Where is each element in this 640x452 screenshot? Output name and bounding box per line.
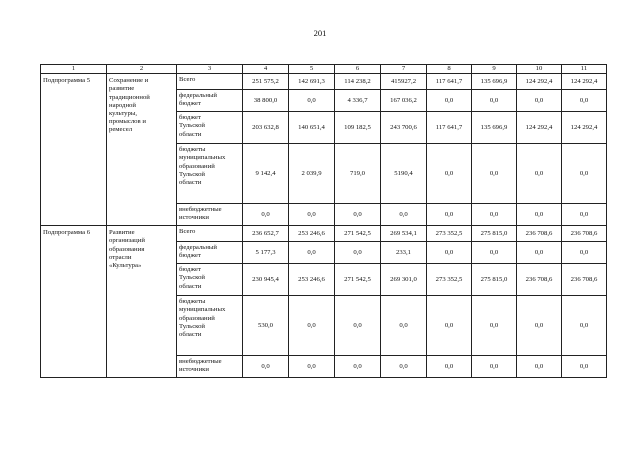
value-cell: 275 815,0 xyxy=(472,226,517,242)
value-cell: 117 641,7 xyxy=(427,74,472,90)
value-cell: 0,0 xyxy=(517,144,562,204)
value-cell: 0,0 xyxy=(562,356,607,378)
value-cell: 0,0 xyxy=(427,356,472,378)
program-code: Подпрограмма 5 xyxy=(41,74,107,226)
value-cell: 0,0 xyxy=(381,356,427,378)
table-row xyxy=(41,226,607,242)
value-cell: 236 708,6 xyxy=(562,264,607,296)
value-cell: 0,0 xyxy=(472,296,517,356)
value-cell: 124 292,4 xyxy=(562,112,607,144)
value-cell: 5 177,3 xyxy=(243,242,289,264)
funding-source: федеральный бюджет xyxy=(177,90,243,112)
header-cell: 6 xyxy=(335,65,381,74)
table-row xyxy=(41,74,607,90)
value-cell: 275 815,0 xyxy=(472,264,517,296)
value-cell: 0,0 xyxy=(335,296,381,356)
value-cell: 5190,4 xyxy=(381,144,427,204)
value-cell: 0,0 xyxy=(472,204,517,226)
value-cell: 142 691,3 xyxy=(289,74,335,90)
value-cell: 271 542,5 xyxy=(335,226,381,242)
value-cell: 0,0 xyxy=(562,296,607,356)
value-cell: 9 142,4 xyxy=(243,144,289,204)
value-cell: 0,0 xyxy=(427,242,472,264)
header-cell: 9 xyxy=(472,65,517,74)
header-cell: 2 xyxy=(107,65,177,74)
value-cell: 0,0 xyxy=(517,90,562,112)
value-cell: 167 036,2 xyxy=(381,90,427,112)
value-cell: 0,0 xyxy=(472,356,517,378)
value-cell: 0,0 xyxy=(381,204,427,226)
value-cell: 273 352,5 xyxy=(427,264,472,296)
value-cell: 0,0 xyxy=(517,296,562,356)
value-cell: 0,0 xyxy=(381,296,427,356)
value-cell: 251 575,2 xyxy=(243,74,289,90)
program-name: Сохранение и развитие традиционной народной культуры, промыслов и ремесел xyxy=(107,74,177,226)
header-row xyxy=(41,65,607,74)
value-cell: 236 708,6 xyxy=(517,264,562,296)
header-cell: 7 xyxy=(381,65,427,74)
value-cell: 0,0 xyxy=(243,356,289,378)
value-cell: 0,0 xyxy=(472,242,517,264)
funding-source: внебюджетные источники xyxy=(177,204,243,226)
value-cell: 719,0 xyxy=(335,144,381,204)
program-code: Подпрограмма 6 xyxy=(41,226,107,378)
value-cell: 0,0 xyxy=(427,204,472,226)
value-cell: 0,0 xyxy=(289,296,335,356)
header-cell: 11 xyxy=(562,65,607,74)
funding-source: Всего xyxy=(177,226,243,242)
value-cell: 0,0 xyxy=(289,356,335,378)
value-cell: 0,0 xyxy=(517,356,562,378)
value-cell: 135 696,9 xyxy=(472,112,517,144)
value-cell: 243 700,6 xyxy=(381,112,427,144)
value-cell: 109 182,5 xyxy=(335,112,381,144)
value-cell: 140 651,4 xyxy=(289,112,335,144)
funding-source: Всего xyxy=(177,74,243,90)
page-number: 201 xyxy=(313,28,327,38)
value-cell: 114 238,2 xyxy=(335,74,381,90)
value-cell: 271 542,5 xyxy=(335,264,381,296)
value-cell: 269 301,0 xyxy=(381,264,427,296)
budget-table xyxy=(40,64,607,378)
value-cell: 0,0 xyxy=(517,204,562,226)
value-cell: 0,0 xyxy=(289,242,335,264)
value-cell: 233,1 xyxy=(381,242,427,264)
value-cell: 124 292,4 xyxy=(562,74,607,90)
value-cell: 0,0 xyxy=(472,144,517,204)
value-cell: 0,0 xyxy=(427,144,472,204)
value-cell: 0,0 xyxy=(562,204,607,226)
value-cell: 124 292,4 xyxy=(517,74,562,90)
value-cell: 124 292,4 xyxy=(517,112,562,144)
header-cell: 8 xyxy=(427,65,472,74)
value-cell: 135 696,9 xyxy=(472,74,517,90)
value-cell: 203 632,8 xyxy=(243,112,289,144)
value-cell: 415927,2 xyxy=(381,74,427,90)
value-cell: 253 246,6 xyxy=(289,264,335,296)
value-cell: 0,0 xyxy=(472,90,517,112)
header-cell: 3 xyxy=(177,65,243,74)
funding-source: бюджет Тульской области xyxy=(177,264,243,296)
value-cell: 0,0 xyxy=(243,204,289,226)
header-cell: 10 xyxy=(517,65,562,74)
value-cell: 0,0 xyxy=(427,90,472,112)
program-name: Развитие организаций образования отрасли «Культура» xyxy=(107,226,177,378)
value-cell: 230 945,4 xyxy=(243,264,289,296)
value-cell: 236 708,6 xyxy=(562,226,607,242)
value-cell: 253 246,6 xyxy=(289,226,335,242)
value-cell: 0,0 xyxy=(335,204,381,226)
value-cell: 0,0 xyxy=(517,242,562,264)
value-cell: 0,0 xyxy=(289,204,335,226)
header-cell: 4 xyxy=(243,65,289,74)
value-cell: 38 800,0 xyxy=(243,90,289,112)
value-cell: 269 534,1 xyxy=(381,226,427,242)
value-cell: 0,0 xyxy=(427,296,472,356)
value-cell: 0,0 xyxy=(562,90,607,112)
header-cell: 5 xyxy=(289,65,335,74)
funding-source: внебюджетные источники xyxy=(177,356,243,378)
value-cell: 0,0 xyxy=(562,242,607,264)
funding-source: федеральный бюджет xyxy=(177,242,243,264)
value-cell: 0,0 xyxy=(289,90,335,112)
value-cell: 236 652,7 xyxy=(243,226,289,242)
funding-source: бюджет Тульской области xyxy=(177,112,243,144)
value-cell: 530,0 xyxy=(243,296,289,356)
value-cell: 117 641,7 xyxy=(427,112,472,144)
value-cell: 0,0 xyxy=(562,144,607,204)
value-cell: 273 352,5 xyxy=(427,226,472,242)
budget-table-body xyxy=(41,65,607,378)
value-cell: 2 039,9 xyxy=(289,144,335,204)
funding-source: бюджеты муниципальных образований Тульской области xyxy=(177,296,243,356)
funding-source: бюджеты муниципальных образований Тульской области xyxy=(177,144,243,204)
value-cell: 4 336,7 xyxy=(335,90,381,112)
value-cell: 0,0 xyxy=(335,242,381,264)
header-cell: 1 xyxy=(41,65,107,74)
value-cell: 0,0 xyxy=(335,356,381,378)
value-cell: 236 708,6 xyxy=(517,226,562,242)
